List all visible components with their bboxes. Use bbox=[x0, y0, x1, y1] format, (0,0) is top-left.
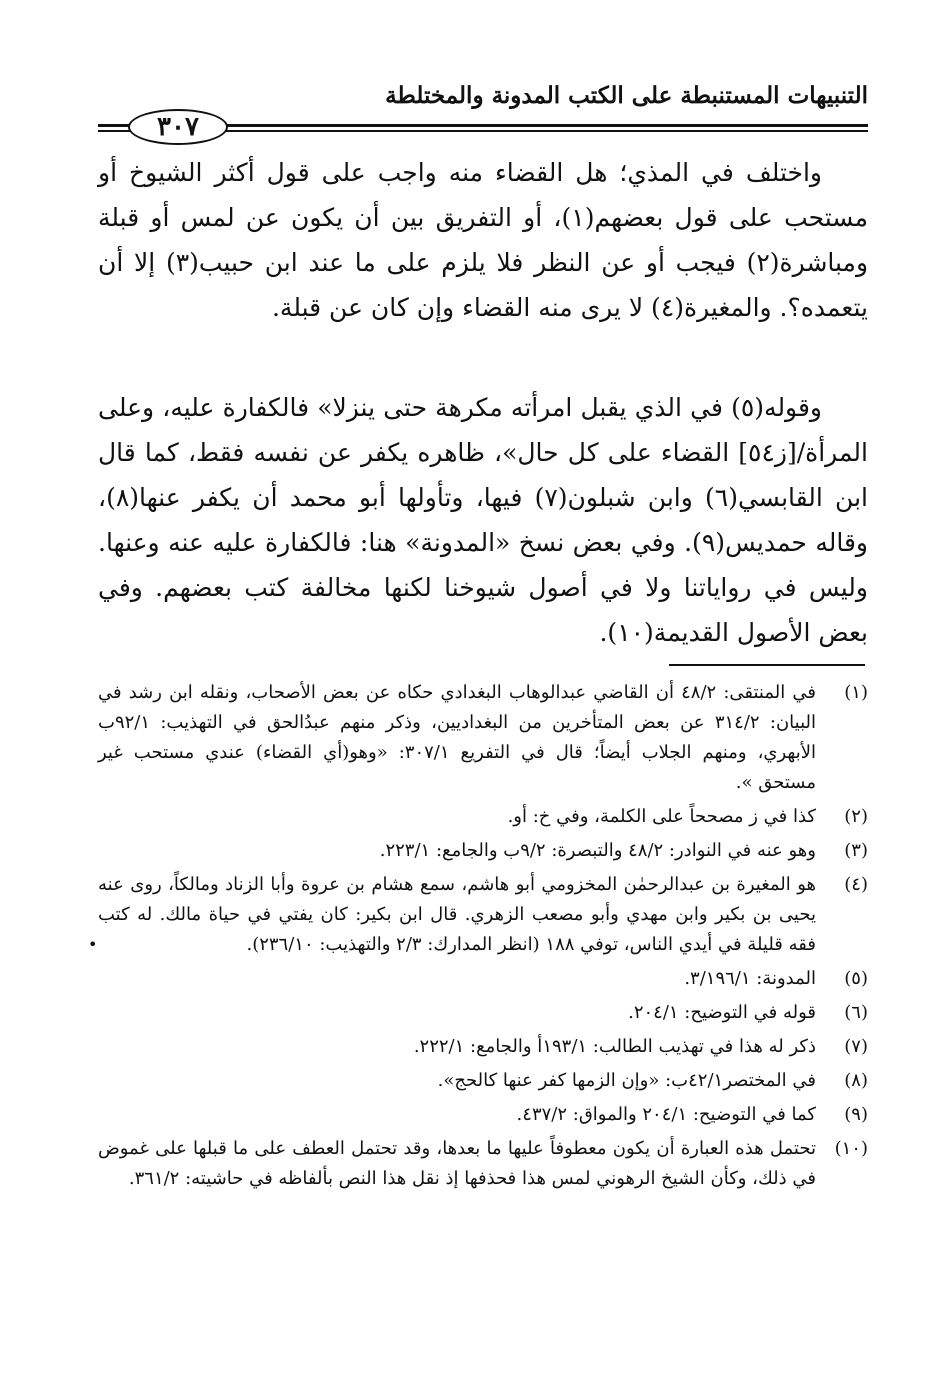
footnote-text: كذا في ز مصححاً على الكلمة، وفي خ: أو. bbox=[507, 806, 816, 827]
footnote-3 bbox=[98, 836, 868, 866]
footnote-2 bbox=[98, 802, 868, 832]
footnote-text: هو المغيرة بن عبدالرحمٰن المخزومي أبو هاشم، سمع هشام بن عروة وأبا الزناد ومالكاً، روى عنه يحيى بن بكير وابن مهدي وأبو مصعب الزهري. قال ابن بكير: كان يفتي في حياة مالك. له كتب فقه قليلة في أيدي الناس، توفي ١٨٨ (انظر المدارك: ٢/٣ والتهذيب: ٢٣٦/١٠). bbox=[98, 874, 816, 955]
paragraph-2-text: وقوله(٥) في الذي يقبل امرأته مكرهة حتى ينزلا» فالكفارة عليه، وعلى المرأة/[ز٥٤] القضاء على كل حال»، ظاهره يكفر عن نفسه فقط، كما قال ابن القابسي(٦) وابن شبلون(٧) فيها، وتأولها أبو محمد أن يكفر عنها(٨)، وقاله حمديس(٩). وفي بعض نسخ «المدونة» هنا: فالكفارة عليه عنه وعنها. وليس في رواياتنا ولا في أصول شيوخنا لكنها مخالفة كتب بعضهم. وفي بعض الأصول القديمة(١٠). bbox=[98, 393, 868, 647]
paragraph-2 bbox=[98, 385, 868, 655]
footnote-text: المدونة: ٣/١٩٦/١. bbox=[684, 968, 816, 989]
footnote-number: (٢) bbox=[844, 806, 868, 827]
footnote-number: (٦) bbox=[844, 1002, 868, 1023]
footnote-9 bbox=[98, 1100, 868, 1130]
footnote-number: (٨) bbox=[844, 1070, 868, 1091]
footnote-number: (٤) bbox=[844, 874, 868, 895]
footnote-4 bbox=[98, 870, 868, 960]
footnote-number: (١) bbox=[844, 682, 868, 703]
running-title: التنبيهات المستنبطة على الكتب المدونة والمختلطة bbox=[385, 82, 868, 109]
footnote-number: (٥) bbox=[844, 968, 868, 989]
footnote-10 bbox=[98, 1134, 868, 1194]
footnote-text: تحتمل هذه العبارة أن يكون معطوفاً عليها ما بعدها، وقد تحتمل العطف على ما قبلها على غموض في ذلك، وكأن الشيخ الرهوني لمس هذا فحذفها إذ نقل هذا النص بألفاظه في حاشيته: ٣٦١/٢. bbox=[98, 1138, 816, 1189]
footnote-text: في المنتقى: ٤٨/٢ أن القاضي عبدالوهاب البغدادي حكاه عن بعض الأصحاب، ونقله ابن رشد في البيان: ٣١٤/٢ عن بعض المتأخرين من البغداديين، وذكر منهم عبدُالحق في التهذيب: ٩٢/١ب الأبهري، ومنهم الجلاب أيضاً؛ قال في التفريع ٣٠٧/١: «وهو(أي القضاء) عندي مستحب غير مستحق ». bbox=[98, 682, 816, 793]
footnote-separator bbox=[669, 664, 865, 666]
footnote-5 bbox=[98, 964, 868, 994]
footnotes bbox=[98, 678, 868, 1198]
footnote-1 bbox=[98, 678, 868, 798]
footnote-8 bbox=[98, 1066, 868, 1096]
footnote-number: (٧) bbox=[844, 1036, 868, 1057]
footnote-7 bbox=[98, 1032, 868, 1062]
paragraph-1-text: واختلف في المذي؛ هل القضاء منه واجب على قول أكثر الشيوخ أو مستحب على قول بعضهم(١)، أو التفريق بين أن يكون عن لمس أو قبلة ومباشرة(٢) فيجب أو عن النظر فلا يلزم على ما عند ابن حبيب(٣) إلا أن يتعمده؟. والمغيرة(٤) لا يرى منه القضاء وإن كان عن قبلة. bbox=[98, 158, 869, 322]
footnote-6 bbox=[98, 998, 868, 1028]
footnote-number: (٩) bbox=[844, 1104, 868, 1125]
footnote-text: في المختصر٤٢/١ب: «وإن الزمها كفر عنها كالحج». bbox=[437, 1070, 816, 1091]
footnote-text: قوله في التوضيح: ٢٠٤/١. bbox=[628, 1002, 816, 1023]
footnote-text: وهو عنه في النوادر: ٤٨/٢ والتبصرة: ٩/٢ب والجامع: ٢٢٣/١. bbox=[379, 840, 816, 861]
footnote-number: (٣) bbox=[844, 840, 868, 861]
paragraph-1 bbox=[98, 150, 868, 330]
footnote-number: (١٠) bbox=[834, 1138, 868, 1159]
page-number: ٣٠٧ bbox=[128, 109, 228, 145]
scan-dot-mark: • bbox=[88, 935, 98, 954]
page-header bbox=[98, 82, 868, 142]
footnote-text: ذكر له هذا في تهذيب الطالب: ١٩٣/١أ والجامع: ٢٢٢/١. bbox=[413, 1036, 816, 1057]
footnote-text: كما في التوضيح: ٢٠٤/١ والمواق: ٤٣٧/٢. bbox=[516, 1104, 816, 1125]
